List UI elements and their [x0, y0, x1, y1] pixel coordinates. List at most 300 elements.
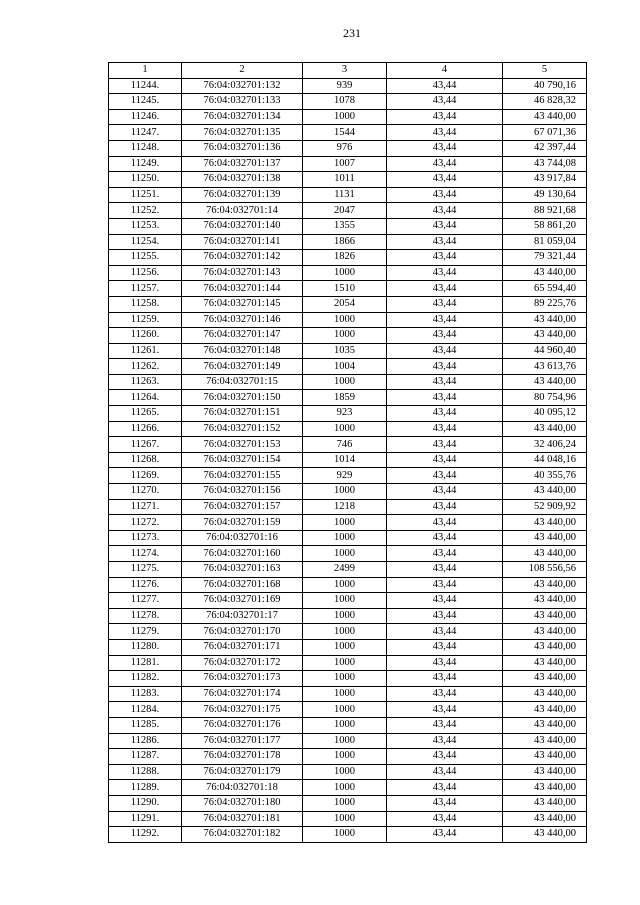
area-cell: 1000	[303, 827, 387, 843]
table-row	[109, 639, 587, 655]
cadastral-number-cell: 76:04:032701:171	[182, 639, 303, 655]
table-row	[109, 250, 587, 266]
row-number-cell: 11245.	[109, 94, 182, 110]
rate-cell: 43,44	[387, 515, 503, 531]
area-cell: 939	[303, 78, 387, 94]
row-number-cell: 11271.	[109, 499, 182, 515]
row-number-cell: 11265.	[109, 406, 182, 422]
row-number-cell: 11284.	[109, 702, 182, 718]
column-header-5: 5	[503, 63, 587, 79]
cadastral-number-cell: 76:04:032701:163	[182, 562, 303, 578]
area-cell: 1826	[303, 250, 387, 266]
row-number-cell: 11249.	[109, 156, 182, 172]
page-number: 231	[343, 26, 361, 40]
table-row	[109, 406, 587, 422]
amount-cell: 44 048,16	[503, 452, 587, 468]
cadastral-number-cell: 76:04:032701:176	[182, 717, 303, 733]
amount-cell: 89 225,76	[503, 296, 587, 312]
amount-cell: 81 059,04	[503, 234, 587, 250]
amount-cell: 40 790,16	[503, 78, 587, 94]
area-cell: 1000	[303, 764, 387, 780]
table-row	[109, 468, 587, 484]
row-number-cell: 11276.	[109, 577, 182, 593]
area-cell: 1000	[303, 484, 387, 500]
rate-cell: 43,44	[387, 312, 503, 328]
row-number-cell: 11264.	[109, 390, 182, 406]
rate-cell: 43,44	[387, 374, 503, 390]
table-row	[109, 702, 587, 718]
column-header-1: 1	[109, 63, 182, 79]
cadastral-number-cell: 76:04:032701:172	[182, 655, 303, 671]
area-cell: 1011	[303, 172, 387, 188]
cadastral-number-cell: 76:04:032701:177	[182, 733, 303, 749]
table-row	[109, 140, 587, 156]
rate-cell: 43,44	[387, 78, 503, 94]
cadastral-number-cell: 76:04:032701:143	[182, 265, 303, 281]
row-number-cell: 11256.	[109, 265, 182, 281]
table-body	[109, 78, 587, 842]
area-cell: 1355	[303, 218, 387, 234]
table-row	[109, 608, 587, 624]
area-cell: 1000	[303, 733, 387, 749]
rate-cell: 43,44	[387, 733, 503, 749]
area-cell: 1000	[303, 702, 387, 718]
table-row	[109, 655, 587, 671]
row-number-cell: 11291.	[109, 811, 182, 827]
table-row	[109, 421, 587, 437]
table-row	[109, 562, 587, 578]
rate-cell: 43,44	[387, 140, 503, 156]
table-row	[109, 94, 587, 110]
row-number-cell: 11269.	[109, 468, 182, 484]
area-cell: 1000	[303, 811, 387, 827]
cadastral-number-cell: 76:04:032701:132	[182, 78, 303, 94]
table-row	[109, 717, 587, 733]
amount-cell: 43 440,00	[503, 764, 587, 780]
cadastral-number-cell: 76:04:032701:151	[182, 406, 303, 422]
amount-cell: 46 828,32	[503, 94, 587, 110]
amount-cell: 32 406,24	[503, 437, 587, 453]
area-cell: 1078	[303, 94, 387, 110]
column-header-3: 3	[303, 63, 387, 79]
cadastral-number-cell: 76:04:032701:153	[182, 437, 303, 453]
area-cell: 1000	[303, 577, 387, 593]
row-number-cell: 11287.	[109, 749, 182, 765]
row-number-cell: 11272.	[109, 515, 182, 531]
area-cell: 1000	[303, 109, 387, 125]
cadastral-number-cell: 76:04:032701:178	[182, 749, 303, 765]
table-row	[109, 577, 587, 593]
row-number-cell: 11290.	[109, 795, 182, 811]
cadastral-number-cell: 76:04:032701:135	[182, 125, 303, 141]
table-row	[109, 312, 587, 328]
table-row	[109, 390, 587, 406]
rate-cell: 43,44	[387, 109, 503, 125]
cadastral-number-cell: 76:04:032701:136	[182, 140, 303, 156]
row-number-cell: 11263.	[109, 374, 182, 390]
amount-cell: 52 909,92	[503, 499, 587, 515]
rate-cell: 43,44	[387, 671, 503, 687]
row-number-cell: 11286.	[109, 733, 182, 749]
rate-cell: 43,44	[387, 686, 503, 702]
area-cell: 1000	[303, 717, 387, 733]
area-cell: 1000	[303, 608, 387, 624]
row-number-cell: 11273.	[109, 530, 182, 546]
amount-cell: 43 440,00	[503, 312, 587, 328]
amount-cell: 79 321,44	[503, 250, 587, 266]
area-cell: 923	[303, 406, 387, 422]
area-cell: 1007	[303, 156, 387, 172]
cadastral-number-cell: 76:04:032701:175	[182, 702, 303, 718]
rate-cell: 43,44	[387, 749, 503, 765]
area-cell: 1544	[303, 125, 387, 141]
rate-cell: 43,44	[387, 172, 503, 188]
rate-cell: 43,44	[387, 328, 503, 344]
amount-cell: 40 095,12	[503, 406, 587, 422]
table-row	[109, 281, 587, 297]
area-cell: 746	[303, 437, 387, 453]
table-row	[109, 359, 587, 375]
cadastral-number-cell: 76:04:032701:133	[182, 94, 303, 110]
amount-cell: 43 917,84	[503, 172, 587, 188]
rate-cell: 43,44	[387, 187, 503, 203]
row-number-cell: 11244.	[109, 78, 182, 94]
row-number-cell: 11275.	[109, 562, 182, 578]
row-number-cell: 11252.	[109, 203, 182, 219]
area-cell: 1000	[303, 328, 387, 344]
area-cell: 976	[303, 140, 387, 156]
amount-cell: 43 440,00	[503, 593, 587, 609]
column-header-4: 4	[387, 63, 503, 79]
rate-cell: 43,44	[387, 655, 503, 671]
row-number-cell: 11280.	[109, 639, 182, 655]
rate-cell: 43,44	[387, 827, 503, 843]
cadastral-number-cell: 76:04:032701:144	[182, 281, 303, 297]
table-row	[109, 686, 587, 702]
area-cell: 1510	[303, 281, 387, 297]
row-number-cell: 11292.	[109, 827, 182, 843]
area-cell: 1035	[303, 343, 387, 359]
cadastral-number-cell: 76:04:032701:148	[182, 343, 303, 359]
table-row	[109, 515, 587, 531]
table-row	[109, 593, 587, 609]
area-cell: 929	[303, 468, 387, 484]
rate-cell: 43,44	[387, 562, 503, 578]
rate-cell: 43,44	[387, 811, 503, 827]
table-row	[109, 749, 587, 765]
amount-cell: 43 440,00	[503, 749, 587, 765]
cadastral-number-cell: 76:04:032701:145	[182, 296, 303, 312]
amount-cell: 43 440,00	[503, 639, 587, 655]
area-cell: 1000	[303, 749, 387, 765]
area-cell: 1000	[303, 780, 387, 796]
cadastral-number-cell: 76:04:032701:173	[182, 671, 303, 687]
rate-cell: 43,44	[387, 421, 503, 437]
rate-cell: 43,44	[387, 795, 503, 811]
table-row	[109, 374, 587, 390]
cadastral-number-cell: 76:04:032701:134	[182, 109, 303, 125]
row-number-cell: 11288.	[109, 764, 182, 780]
row-number-cell: 11260.	[109, 328, 182, 344]
amount-cell: 43 440,00	[503, 795, 587, 811]
table-row	[109, 499, 587, 515]
table-row	[109, 530, 587, 546]
cadastral-number-cell: 76:04:032701:15	[182, 374, 303, 390]
table-row	[109, 811, 587, 827]
header-row	[109, 63, 587, 79]
amount-cell: 43 440,00	[503, 624, 587, 640]
cadastral-number-cell: 76:04:032701:137	[182, 156, 303, 172]
amount-cell: 43 613,76	[503, 359, 587, 375]
amount-cell: 43 440,00	[503, 577, 587, 593]
cadastral-number-cell: 76:04:032701:18	[182, 780, 303, 796]
row-number-cell: 11259.	[109, 312, 182, 328]
row-number-cell: 11261.	[109, 343, 182, 359]
area-cell: 1000	[303, 686, 387, 702]
area-cell: 1131	[303, 187, 387, 203]
table-row	[109, 546, 587, 562]
cadastral-number-cell: 76:04:032701:179	[182, 764, 303, 780]
rate-cell: 43,44	[387, 218, 503, 234]
table-row	[109, 265, 587, 281]
rate-cell: 43,44	[387, 593, 503, 609]
row-number-cell: 11262.	[109, 359, 182, 375]
area-cell: 2499	[303, 562, 387, 578]
rate-cell: 43,44	[387, 546, 503, 562]
rate-cell: 43,44	[387, 484, 503, 500]
cadastral-number-cell: 76:04:032701:159	[182, 515, 303, 531]
rate-cell: 43,44	[387, 250, 503, 266]
column-header-2: 2	[182, 63, 303, 79]
area-cell: 1000	[303, 421, 387, 437]
amount-cell: 49 130,64	[503, 187, 587, 203]
row-number-cell: 11285.	[109, 717, 182, 733]
row-number-cell: 11258.	[109, 296, 182, 312]
rate-cell: 43,44	[387, 125, 503, 141]
area-cell: 1000	[303, 312, 387, 328]
row-number-cell: 11253.	[109, 218, 182, 234]
registry-table	[108, 62, 587, 843]
rate-cell: 43,44	[387, 608, 503, 624]
amount-cell: 43 440,00	[503, 733, 587, 749]
table-row	[109, 218, 587, 234]
cadastral-number-cell: 76:04:032701:157	[182, 499, 303, 515]
table-row	[109, 78, 587, 94]
table-row	[109, 437, 587, 453]
cadastral-number-cell: 76:04:032701:149	[182, 359, 303, 375]
row-number-cell: 11246.	[109, 109, 182, 125]
amount-cell: 80 754,96	[503, 390, 587, 406]
row-number-cell: 11267.	[109, 437, 182, 453]
row-number-cell: 11247.	[109, 125, 182, 141]
row-number-cell: 11268.	[109, 452, 182, 468]
amount-cell: 43 440,00	[503, 671, 587, 687]
row-number-cell: 11277.	[109, 593, 182, 609]
table-row	[109, 795, 587, 811]
area-cell: 1859	[303, 390, 387, 406]
row-number-cell: 11281.	[109, 655, 182, 671]
rate-cell: 43,44	[387, 577, 503, 593]
amount-cell: 43 440,00	[503, 686, 587, 702]
area-cell: 1000	[303, 374, 387, 390]
rate-cell: 43,44	[387, 452, 503, 468]
table-header	[109, 63, 587, 79]
table-row	[109, 172, 587, 188]
area-cell: 1218	[303, 499, 387, 515]
table-row	[109, 343, 587, 359]
amount-cell: 43 440,00	[503, 655, 587, 671]
table-row	[109, 780, 587, 796]
rate-cell: 43,44	[387, 265, 503, 281]
row-number-cell: 11255.	[109, 250, 182, 266]
rate-cell: 43,44	[387, 390, 503, 406]
rate-cell: 43,44	[387, 234, 503, 250]
rate-cell: 43,44	[387, 203, 503, 219]
table-row	[109, 125, 587, 141]
amount-cell: 43 440,00	[503, 265, 587, 281]
cadastral-number-cell: 76:04:032701:155	[182, 468, 303, 484]
row-number-cell: 11254.	[109, 234, 182, 250]
rate-cell: 43,44	[387, 530, 503, 546]
table-row	[109, 484, 587, 500]
amount-cell: 43 440,00	[503, 421, 587, 437]
table-row	[109, 234, 587, 250]
table-row	[109, 827, 587, 843]
area-cell: 1000	[303, 515, 387, 531]
rate-cell: 43,44	[387, 359, 503, 375]
table-row	[109, 624, 587, 640]
cadastral-number-cell: 76:04:032701:14	[182, 203, 303, 219]
cadastral-number-cell: 76:04:032701:169	[182, 593, 303, 609]
row-number-cell: 11289.	[109, 780, 182, 796]
rate-cell: 43,44	[387, 281, 503, 297]
amount-cell: 43 440,00	[503, 109, 587, 125]
amount-cell: 43 744,08	[503, 156, 587, 172]
rate-cell: 43,44	[387, 343, 503, 359]
rate-cell: 43,44	[387, 296, 503, 312]
amount-cell: 43 440,00	[503, 515, 587, 531]
rate-cell: 43,44	[387, 406, 503, 422]
cadastral-number-cell: 76:04:032701:141	[182, 234, 303, 250]
amount-cell: 43 440,00	[503, 374, 587, 390]
cadastral-number-cell: 76:04:032701:147	[182, 328, 303, 344]
amount-cell: 43 440,00	[503, 530, 587, 546]
cadastral-number-cell: 76:04:032701:16	[182, 530, 303, 546]
cadastral-number-cell: 76:04:032701:182	[182, 827, 303, 843]
rate-cell: 43,44	[387, 94, 503, 110]
row-number-cell: 11283.	[109, 686, 182, 702]
area-cell: 2054	[303, 296, 387, 312]
amount-cell: 43 440,00	[503, 328, 587, 344]
row-number-cell: 11282.	[109, 671, 182, 687]
area-cell: 1000	[303, 795, 387, 811]
cadastral-number-cell: 76:04:032701:152	[182, 421, 303, 437]
cadastral-number-cell: 76:04:032701:181	[182, 811, 303, 827]
area-cell: 1000	[303, 530, 387, 546]
row-number-cell: 11274.	[109, 546, 182, 562]
table-row	[109, 733, 587, 749]
row-number-cell: 11248.	[109, 140, 182, 156]
rate-cell: 43,44	[387, 468, 503, 484]
amount-cell: 43 440,00	[503, 484, 587, 500]
rate-cell: 43,44	[387, 437, 503, 453]
cadastral-number-cell: 76:04:032701:170	[182, 624, 303, 640]
area-cell: 1004	[303, 359, 387, 375]
cadastral-number-cell: 76:04:032701:154	[182, 452, 303, 468]
area-cell: 1000	[303, 624, 387, 640]
amount-cell: 43 440,00	[503, 702, 587, 718]
row-number-cell: 11251.	[109, 187, 182, 203]
cadastral-number-cell: 76:04:032701:174	[182, 686, 303, 702]
rate-cell: 43,44	[387, 764, 503, 780]
cadastral-number-cell: 76:04:032701:180	[182, 795, 303, 811]
table-row	[109, 296, 587, 312]
amount-cell: 43 440,00	[503, 827, 587, 843]
row-number-cell: 11278.	[109, 608, 182, 624]
rate-cell: 43,44	[387, 717, 503, 733]
amount-cell: 44 960,40	[503, 343, 587, 359]
amount-cell: 43 440,00	[503, 780, 587, 796]
cadastral-number-cell: 76:04:032701:150	[182, 390, 303, 406]
cadastral-number-cell: 76:04:032701:146	[182, 312, 303, 328]
amount-cell: 43 440,00	[503, 546, 587, 562]
table-row	[109, 764, 587, 780]
row-number-cell: 11250.	[109, 172, 182, 188]
area-cell: 1000	[303, 655, 387, 671]
amount-cell: 40 355,76	[503, 468, 587, 484]
table-row	[109, 671, 587, 687]
row-number-cell: 11279.	[109, 624, 182, 640]
table-row	[109, 328, 587, 344]
rate-cell: 43,44	[387, 624, 503, 640]
table-row	[109, 452, 587, 468]
area-cell: 1000	[303, 265, 387, 281]
area-cell: 1014	[303, 452, 387, 468]
amount-cell: 43 440,00	[503, 811, 587, 827]
area-cell: 2047	[303, 203, 387, 219]
amount-cell: 67 071,36	[503, 125, 587, 141]
rate-cell: 43,44	[387, 639, 503, 655]
amount-cell: 65 594,40	[503, 281, 587, 297]
rate-cell: 43,44	[387, 499, 503, 515]
rate-cell: 43,44	[387, 780, 503, 796]
row-number-cell: 11270.	[109, 484, 182, 500]
area-cell: 1000	[303, 546, 387, 562]
row-number-cell: 11257.	[109, 281, 182, 297]
cadastral-number-cell: 76:04:032701:140	[182, 218, 303, 234]
cadastral-number-cell: 76:04:032701:139	[182, 187, 303, 203]
amount-cell: 108 556,56	[503, 562, 587, 578]
table-row	[109, 109, 587, 125]
table-row	[109, 203, 587, 219]
cadastral-number-cell: 76:04:032701:142	[182, 250, 303, 266]
cadastral-number-cell: 76:04:032701:168	[182, 577, 303, 593]
amount-cell: 43 440,00	[503, 717, 587, 733]
area-cell: 1000	[303, 593, 387, 609]
amount-cell: 42 397,44	[503, 140, 587, 156]
cadastral-number-cell: 76:04:032701:160	[182, 546, 303, 562]
area-cell: 1000	[303, 639, 387, 655]
cadastral-number-cell: 76:04:032701:156	[182, 484, 303, 500]
amount-cell: 43 440,00	[503, 608, 587, 624]
area-cell: 1000	[303, 671, 387, 687]
cadastral-number-cell: 76:04:032701:138	[182, 172, 303, 188]
row-number-cell: 11266.	[109, 421, 182, 437]
area-cell: 1866	[303, 234, 387, 250]
amount-cell: 58 861,20	[503, 218, 587, 234]
table-row	[109, 156, 587, 172]
rate-cell: 43,44	[387, 156, 503, 172]
